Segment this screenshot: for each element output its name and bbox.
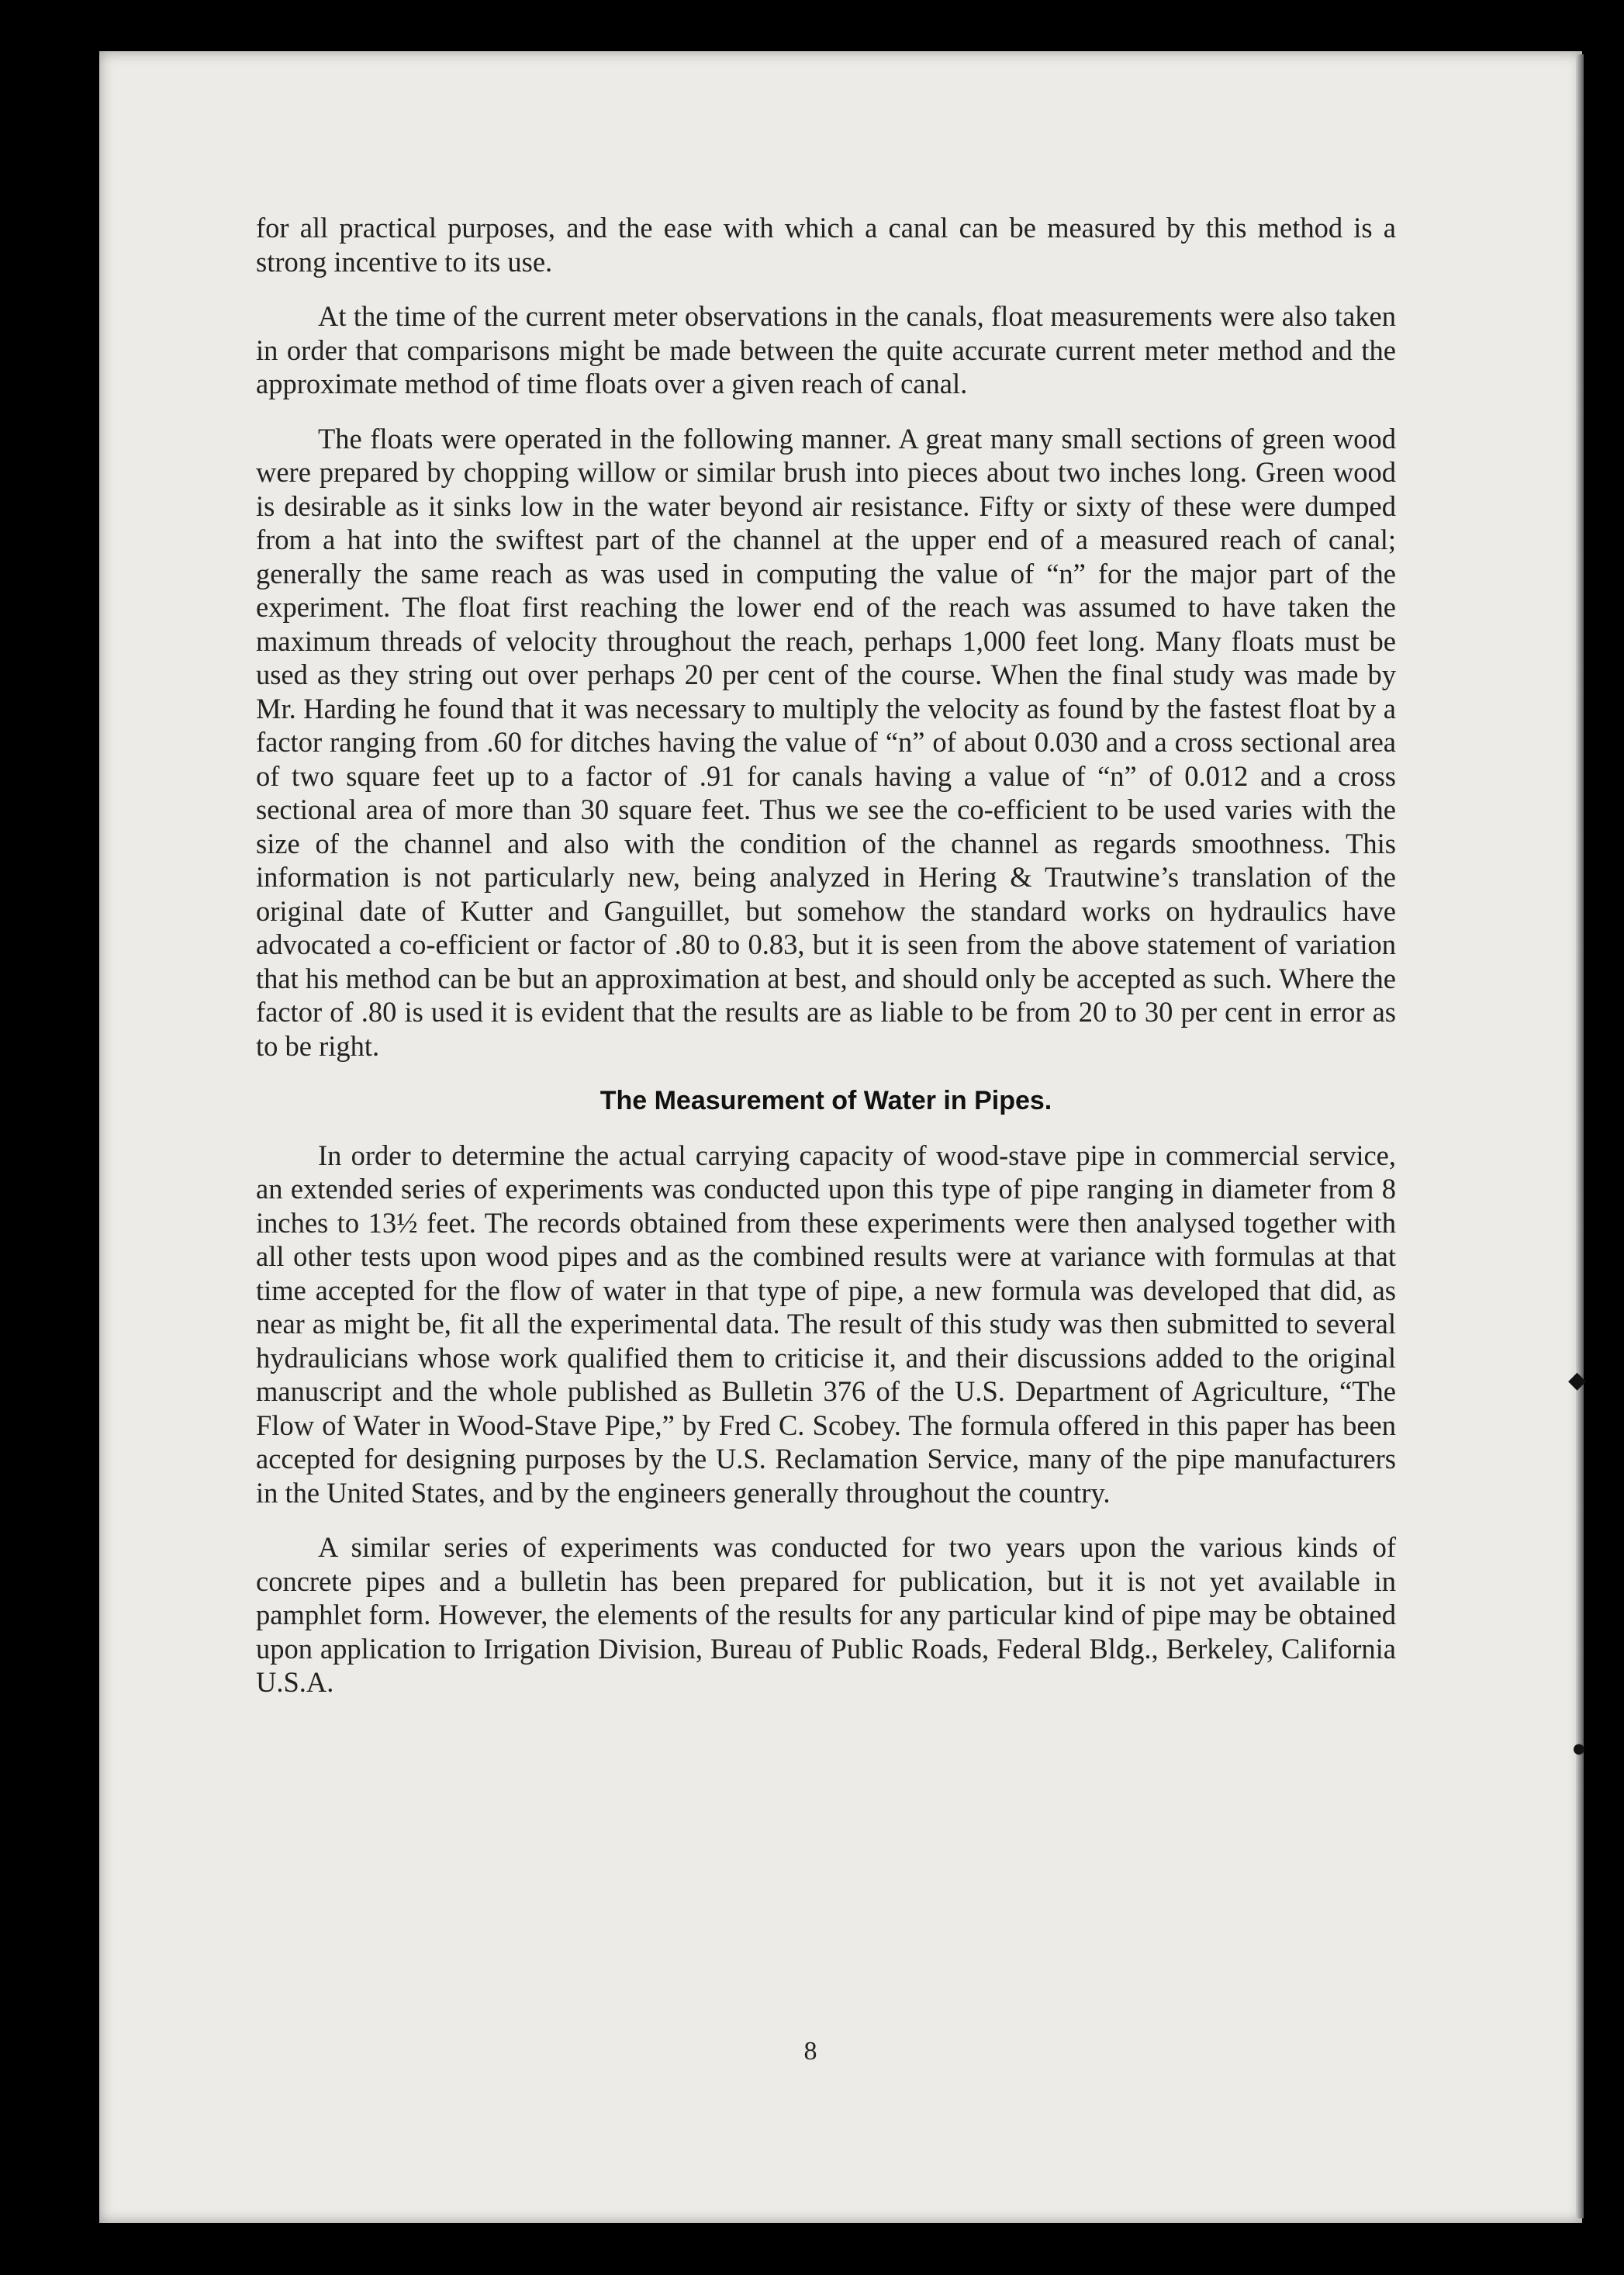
paragraph-3: The floats were operated in the following manner. A great many small sections of green wood were prepared by chopping willow or similar brush into pieces about two inches long. Green wood is desirable as it sinks low in the water beyond air resistance. Fifty or sixty of these were dumped from a hat into the swiftest part of the channel at the upper end of a measured reach of canal; generally the same reach as was used in computing the value of “n” for the major part of the experiment. The float first reaching the lower end of the reach was assumed to have taken the maximum threads of velocity throughout the reach, perhaps 1,000 feet long. Many floats must be used as they string out over perhaps 20 per cent of the course. When the final study was made by Mr. Harding he found that it was necessary to multiply the velocity as found by the fastest float by a factor ranging from .60 for ditches having the value of “n” of about 0.030 and a cross sectional area of two square feet up to a factor of .91 for canals having a value of “n” of 0.012 and a cross sectional area of more than 30 square feet. Thus we see the co-efficient to be used varies with the size of the channel and also with the condition of the channel as regards smoothness. This information is not particularly new, being analyzed in Hering & Trautwine’s translation of the original date of Kutter and Ganguillet, but somehow the standard works on hydraulics have advocated a co-efficient or factor of .80 to 0.83, but it is seen from the above statement of variation that his method can be but an approximation at best, and should only be accepted as such. Where the factor of .80 is used it is evident that the results are as liable to be from 20 to 30 per cent in error as to be right. bbox=[256, 422, 1396, 1062]
page-edge bbox=[1576, 54, 1584, 2218]
section-heading: The Measurement of Water in Pipes. bbox=[599, 1086, 1052, 1115]
paragraph-5: A similar series of experiments was conducted for two years upon the various kinds of concrete pipes and a bulletin has been prepared for publication, but it is not yet available in pamphlet form. However, the elements of the results for any particular kind of pipe may be obtained upon application to Irrigation Division, Bureau of Public Roads, Federal Bldg., Berkeley, California U.S.A. bbox=[256, 1531, 1396, 1698]
binding-dot-icon: ● bbox=[1573, 1741, 1585, 1757]
paragraph-1: for all practical purposes, and the ease with which a canal can be measured by this method is a strong incentive to its use. bbox=[256, 212, 1396, 278]
binding-mark-icon: ◆ bbox=[1568, 1367, 1587, 1394]
page-number: 8 bbox=[803, 2037, 817, 2066]
paragraph-2: At the time of the current meter observations in the canals, float measurements were also taken in order that comparisons might be made between the quite accurate current meter method and the approximate method of time floats over a given reach of canal. bbox=[256, 300, 1396, 399]
paragraph-4: In order to determine the actual carrying capacity of wood-stave pipe in commercial service, an extended series of experiments was conducted upon this type of pipe ranging in diameter from 8 inches to 13½ feet. The records obtained from these experiments were then analysed together with all other tests upon wood pipes and as the combined results were at variance with formulas at that time accepted for the flow of water in that type of pipe, a new formula was developed that did, as near as might be, fit all the experimental data. The result of this study was then submitted to several hydraulicians whose work qualified them to criticise it, and their discussions added to the original manuscript and the whole published as Bulletin 376 of the U.S. Department of Agriculture, “The Flow of Water in Wood-Stave Pipe,” by Fred C. Scobey. The formula offered in this paper has been accepted for designing purposes by the U.S. Reclamation Service, many of the pipe manufacturers in the United States, and by the engineers generally throughout the country. bbox=[256, 1139, 1396, 1509]
page-body bbox=[256, 211, 1396, 1699]
